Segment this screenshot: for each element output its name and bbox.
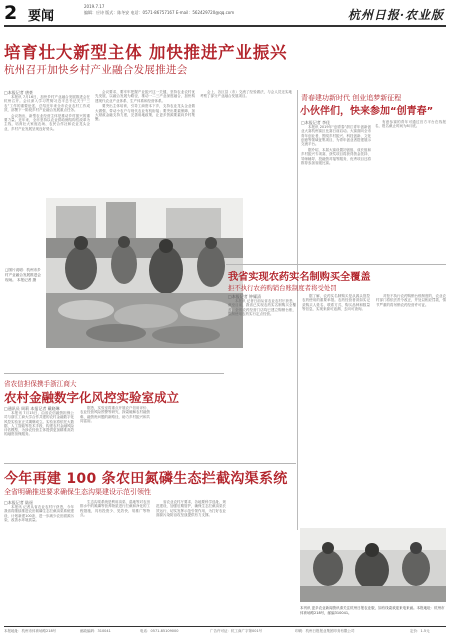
youth-byline: □本报记者 李佳 bbox=[301, 120, 331, 125]
lab-kicker: 省农信担保携手浙江商大 bbox=[4, 380, 77, 388]
section-name: 要闻 bbox=[28, 9, 55, 24]
youth-column-2 bbox=[375, 120, 446, 130]
ditch-column-3 bbox=[156, 500, 226, 519]
pesticide-byline: □本报记者 钟耀清 bbox=[228, 294, 262, 299]
page-number: 2 bbox=[4, 2, 18, 24]
email-line: E-mail：562429720@qq.com bbox=[175, 10, 235, 15]
footer-rule bbox=[4, 626, 446, 627]
footer-printer: 印刷：杭州日报报业集团印务有限公司 bbox=[295, 629, 355, 633]
lead-byline: □本报记者 唐豪 bbox=[4, 90, 34, 95]
ditch-subheadline: 全省明确推进要求确保生态沟渠建设示范引领性 bbox=[4, 488, 151, 496]
pesticide-paragraph: 据了解，农药实名制购买是从源头管控农药使用的重要举措。农药经营者须如实记录购买人姓名、联系方式、购买品种和数量等信息，实现来源可追溯、去向可查询。 bbox=[302, 294, 370, 311]
pesticide-headline: 我省实现农药实名制购买全覆盖 bbox=[228, 272, 371, 283]
masthead bbox=[0, 0, 450, 27]
footer-phone: 电话：0571-85109000 bbox=[140, 629, 179, 633]
youth-paragraph: 本报讯 2019年“创青春”浙江青年创新创业大赛杭州赛区比赛日前启动。大赛面向全市青年创业者，围绕乡村振兴、科技创新、文化创意等领域征集项目，为青年创业者搭建展示交流平台。 bbox=[301, 125, 371, 147]
youth-paragraph: 据介绍，本届大赛设置初创组、成长组和乡村振兴专项赛，获奖项目将获得资金扶持、导师辅导、投融资对接等服务，优秀项目还将推荐参加省级比赛。 bbox=[301, 147, 371, 165]
ditch-column-2 bbox=[80, 500, 150, 519]
ditch-paragraph: 本报讯 记者从省农业农村厅获悉，今年我省将继续推进农田氮磷生态拦截沟渠系统建设，计划新建100条，进一步减少农田面源污染，改善水环境质量。 bbox=[4, 505, 74, 522]
lab-column-2 bbox=[80, 406, 150, 425]
editors-line: 编辑：应诗 版式：陈冬安 电话：0571-86757167 bbox=[84, 10, 175, 15]
youth-column-1 bbox=[301, 120, 371, 167]
lab-column-1 bbox=[4, 406, 74, 438]
pesticide-subheadline: 拒不执行农药购销台账制度者将受处罚 bbox=[228, 284, 337, 292]
pesticide-paragraph: 对拒不执行农药购销台账制度的，农业农村部门将依法责令改正，并处以相应罚款，情节严重的将吊销农药经营许可证。 bbox=[376, 294, 446, 307]
lab-paragraph: 本报讯 7月15日，由省农信融资担保公司与浙江工商大学合作共建的农村金融数字化风控实验室正式揭牌成立。实验室将依托大数据、人工智能等技术手段，构建农村金融风险评估模型，为涉农经营主体提供更加精准高效的融资担保服务。 bbox=[4, 411, 74, 437]
youth-headline: 小伙伴们，快来参加“创青春” bbox=[300, 106, 434, 117]
pesticide-column-1 bbox=[228, 294, 296, 318]
footer-address: 本报地址：杭州市体育场路218号 bbox=[4, 629, 57, 633]
lead-paragraph: 会上，各区县（市）交流了经验做法，与会人员还实地考察了部分产业融合发展项目。 bbox=[200, 90, 292, 99]
section-rule bbox=[226, 264, 446, 265]
footer-ad-license: 广告许可证：杭工商广字第001号 bbox=[210, 629, 263, 633]
lead-paragraph: 要突出主体培育，引导工商资本下乡，支持农业龙头企业做大做强，带动小农户与现代农业有机衔接；要突出要素保障，加大财政金融支持力度，完善用地政策，让更多资源要素向乡村集聚。 bbox=[95, 104, 195, 122]
pesticide-column-3 bbox=[376, 294, 446, 308]
section-rule bbox=[4, 373, 224, 374]
youth-kicker: 青春建功新时代 创业追梦新征程 bbox=[301, 94, 402, 102]
lead-paragraph: 会议要求，要牢牢把握产业振兴这一关键，坚持农业农村优先发展，以融合发展为路径，推动一二三产业深度融合，加快构建现代农业产业体系、生产体系和经营体系。 bbox=[95, 90, 195, 103]
lead-column-1 bbox=[4, 90, 90, 132]
ditch-paragraph: 生态沟渠系统是利用沟渠、湿地等对农田排水中的氮磷等营养物质进行拦截和净化的工程措施，具有投资少、见效快、易推广等特点。 bbox=[80, 500, 150, 517]
lab-byline: □通讯员 周莉 本报记者 戴晓琳 bbox=[4, 406, 60, 411]
ditch-headline: 今年再建 100 条农田氮磷生态拦截沟渠系统 bbox=[4, 471, 288, 487]
section-rule bbox=[4, 463, 296, 464]
lead-headline: 培育壮大新型主体 加快推进产业振兴 bbox=[4, 43, 288, 62]
youth-paragraph: 有意参赛的青年可通过官方平台在线报名，报名截止时间为8月底。 bbox=[375, 120, 446, 129]
notice-text: 本刊讯 更多农业新闻资讯请关注杭州日报农业版，如有线索欢迎来电来函。本报地址：杭州市体育场路218号，邮编310041。 bbox=[300, 606, 445, 615]
ditch-paragraph: 省农业农村厅要求，各地要科学选址、规范建设，加强后期管护，确保生态拦截沟渠长效运行，切实发挥示范引领作用，为打好农业面源污染防治攻坚战提供有力支撑。 bbox=[156, 500, 226, 517]
ditch-column-1 bbox=[4, 500, 74, 524]
paper-logo: 杭州日报·农业版 bbox=[347, 8, 444, 22]
lead-paragraph: 本报讯 7月16日，加快乡村产业融合发展推进会在杭州召开。会议深入学习贯彻习近平总书记关于“三农”工作的重要论述，总结近年来全市农业农村工作成效，部署下一阶段乡村产业融合发展重点任务。 bbox=[4, 95, 90, 112]
lead-subheadline: 杭州召开加快乡村产业融合发展推进会 bbox=[4, 64, 188, 76]
column-rule bbox=[297, 90, 298, 530]
lead-column-3 bbox=[200, 90, 292, 100]
lab-headline: 农村金融数字化风控实验室成立 bbox=[4, 390, 180, 405]
pesticide-paragraph: 本报讯 记者日前从省农业农村厅获悉，截至目前，我省已实现农药实名制购买全覆盖，全省农药经营门店均已建立购销台账，限制使用农药实行定点经营。 bbox=[228, 299, 296, 316]
issue-date: 2019.7.17 bbox=[84, 4, 105, 9]
lead-photo bbox=[46, 198, 243, 348]
top-rule bbox=[4, 25, 446, 27]
footer-postcode: 邮政编码：310041 bbox=[80, 629, 111, 633]
footer-price: 定价：1.5元 bbox=[410, 629, 430, 633]
lead-column-2 bbox=[95, 90, 195, 123]
lab-paragraph: 据悉，实验室将重点开展农户信用评价、农业经营风险预警等研究，探索破解农村融资难、融资贵问题的新路径，助力乡村振兴和共同富裕。 bbox=[80, 406, 150, 423]
lead-paragraph: 会议指出，新型农业经营主体是推动乡村振兴的重要力量。近年来，全市坚持以农业供给侧结构性改革为主线，培育壮大家庭农场、农民合作社和农业龙头企业，乡村产业发展呈现良好势头。 bbox=[4, 113, 90, 131]
photo-caption: □图片说明：杭州市乡村产业融合发展推进会现场。 本报记者 摄 bbox=[5, 268, 41, 282]
issue-meta bbox=[84, 4, 294, 16]
ditch-byline: □本报记者 陆遥 bbox=[4, 500, 34, 505]
pesticide-column-2 bbox=[302, 294, 370, 313]
ditch-photo bbox=[300, 528, 446, 602]
